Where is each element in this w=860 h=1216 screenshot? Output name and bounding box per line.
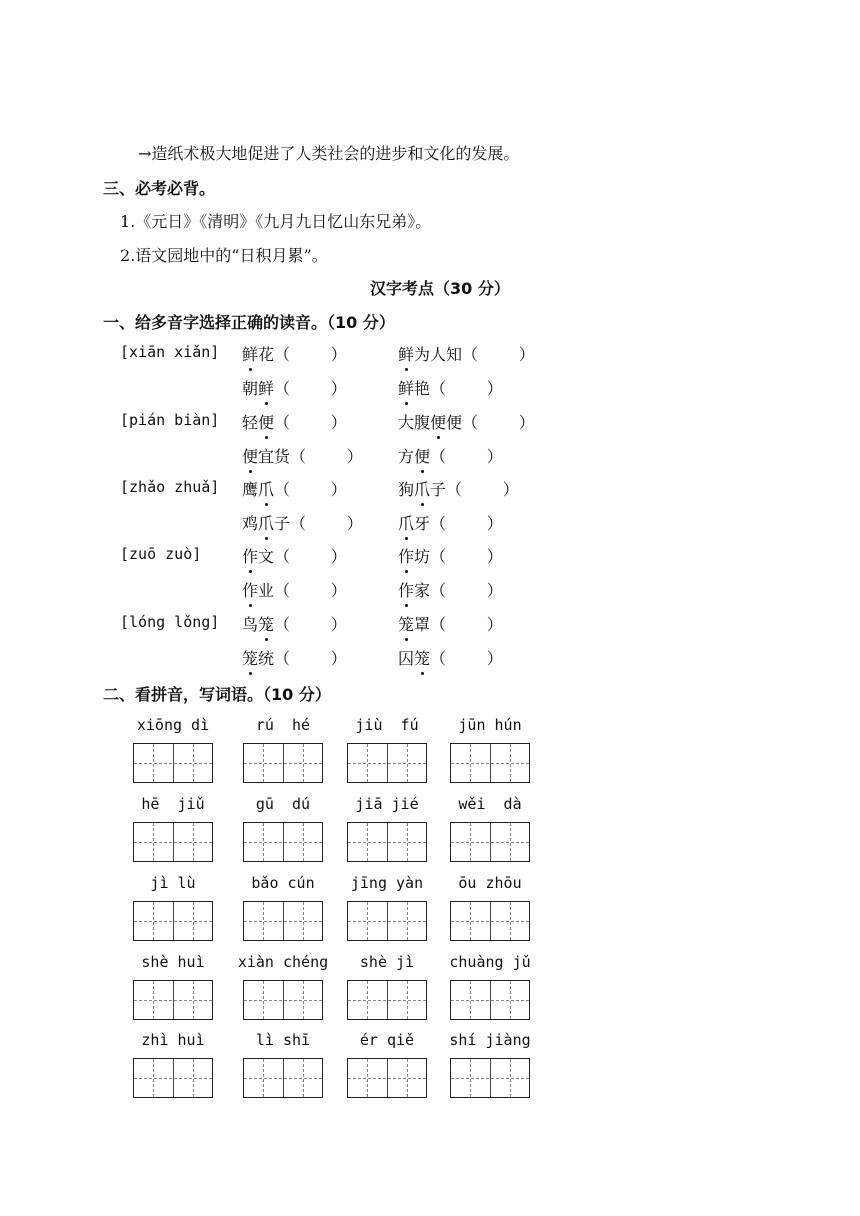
pinyin-label: xiàn chéng — [237, 953, 329, 971]
word-suffix: 子 — [430, 480, 447, 499]
polyphone-word — [398, 376, 503, 399]
reading-options: [lóng lǒng] — [120, 613, 220, 631]
dotted-polyphone-char: 笼 — [414, 646, 430, 669]
answer-blank[interactable]: （ ） — [430, 649, 503, 668]
dotted-polyphone-char: 作 — [398, 544, 414, 567]
grid-guide-line — [134, 1078, 212, 1079]
pinyin-label: jiù fú — [355, 716, 419, 734]
writing-grid[interactable] — [347, 980, 427, 1020]
word-suffix: 坊 — [414, 547, 431, 566]
reading-options: [zuō zuò] — [120, 545, 202, 563]
polyphone-word — [398, 511, 503, 534]
writing-grid[interactable] — [450, 822, 530, 862]
dotted-polyphone-char: 爪 — [258, 477, 274, 500]
answer-blank[interactable]: （ ） — [430, 379, 503, 398]
grid-guide-line — [348, 842, 426, 843]
pinyin-label: ér qiě — [359, 1031, 415, 1049]
grid-guide-line — [134, 842, 212, 843]
writing-grid[interactable] — [243, 743, 323, 783]
reading-options: [xiān xiǎn] — [120, 343, 220, 361]
answer-blank[interactable]: （ ） — [430, 581, 503, 600]
answer-blank[interactable]: （ ） — [430, 615, 503, 634]
answer-blank[interactable]: （ ） — [274, 413, 347, 432]
pinyin-label: shí jiàng — [449, 1031, 531, 1049]
dotted-polyphone-char: 爪 — [414, 477, 430, 500]
writing-grid[interactable] — [347, 822, 427, 862]
dotted-polyphone-char: 笼 — [398, 612, 414, 635]
reading-options: [zhǎo zhuǎ] — [120, 478, 220, 496]
part2-title: 二、看拼音，写词语。（10 分） — [103, 685, 331, 704]
answer-blank[interactable]: （ ） — [430, 447, 503, 466]
polyphone-word — [398, 646, 503, 669]
word-suffix: 宜货 — [258, 447, 291, 466]
answer-blank[interactable]: （ ） — [290, 514, 363, 533]
hanzi-section-title: 汉字考点（30 分） — [370, 279, 510, 298]
dotted-polyphone-char: 作 — [242, 578, 258, 601]
dotted-polyphone-char: 笼 — [258, 612, 274, 635]
writing-grid[interactable] — [450, 1058, 530, 1098]
dotted-polyphone-char: 鲜 — [258, 376, 274, 399]
writing-grid[interactable] — [133, 743, 213, 783]
pinyin-label: gū dú — [255, 795, 311, 813]
pinyin-label: rú hé — [255, 716, 311, 734]
grid-guide-line — [451, 842, 529, 843]
polyphone-word — [242, 376, 347, 399]
writing-grid[interactable] — [347, 901, 427, 941]
word-prefix: 轻 — [242, 413, 259, 432]
word-suffix: 艳 — [414, 379, 431, 398]
writing-grid[interactable] — [243, 980, 323, 1020]
word-suffix: 牙 — [414, 514, 431, 533]
word-suffix: 统 — [258, 649, 275, 668]
pinyin-label: bǎo cún — [251, 874, 315, 892]
grid-guide-line — [134, 763, 212, 764]
pinyin-label: hē jiǔ — [141, 795, 205, 813]
answer-blank[interactable]: （ ） — [274, 345, 347, 364]
writing-grid[interactable] — [133, 980, 213, 1020]
dotted-polyphone-char: 笼 — [242, 646, 258, 669]
grid-guide-line — [134, 921, 212, 922]
dotted-polyphone-char: 鲜 — [398, 376, 414, 399]
word-prefix: 狗 — [398, 480, 415, 499]
pinyin-label: jì lù — [150, 874, 196, 892]
word-suffix: 业 — [258, 581, 275, 600]
word-suffix: 子 — [274, 514, 291, 533]
grid-guide-line — [348, 763, 426, 764]
pinyin-label: shè huì — [141, 953, 205, 971]
writing-grid[interactable] — [243, 822, 323, 862]
polyphone-word — [242, 511, 363, 534]
grid-guide-line — [348, 1000, 426, 1001]
polyphone-word — [242, 646, 347, 669]
polyphone-word — [398, 578, 503, 601]
grid-guide-line — [451, 921, 529, 922]
dotted-polyphone-char: 爪 — [398, 511, 414, 534]
word-suffix: 家 — [414, 581, 431, 600]
pinyin-label: jīng yàn — [350, 874, 424, 892]
word-prefix: 鸟 — [242, 615, 259, 634]
must-recite-item-2: 2.语文园地中的“日积月累”。 — [120, 246, 328, 265]
answer-blank[interactable]: （ ） — [462, 413, 535, 432]
word-prefix: 鸡 — [242, 514, 259, 533]
polyphone-word — [398, 410, 535, 433]
grid-guide-line — [244, 763, 322, 764]
word-suffix: 文 — [258, 547, 275, 566]
word-suffix: 为人知 — [414, 345, 463, 364]
grid-guide-line — [244, 1000, 322, 1001]
answer-blank[interactable]: （ ） — [446, 480, 519, 499]
word-suffix: 便 — [446, 413, 463, 432]
answer-blank[interactable]: （ ） — [430, 547, 503, 566]
answer-blank[interactable]: （ ） — [274, 615, 347, 634]
dotted-polyphone-char: 鲜 — [242, 342, 258, 365]
writing-grid[interactable] — [347, 1058, 427, 1098]
answer-blank[interactable]: （ ） — [274, 547, 347, 566]
answer-blank[interactable]: （ ） — [274, 649, 347, 668]
pinyin-label: jiā jié — [355, 795, 419, 813]
section3-title: 三、必考必背。 — [103, 179, 216, 198]
dotted-polyphone-char: 便 — [430, 410, 446, 433]
pinyin-label: wěi dà — [458, 795, 522, 813]
answer-blank[interactable]: （ ） — [462, 345, 535, 364]
grid-guide-line — [348, 1078, 426, 1079]
pinyin-label: xiōng dì — [136, 716, 210, 734]
polyphone-word — [242, 342, 347, 365]
grid-guide-line — [244, 921, 322, 922]
polyphone-word — [398, 544, 503, 567]
word-prefix: 方 — [398, 447, 415, 466]
writing-grid[interactable] — [133, 1058, 213, 1098]
arrow-sentence: →造纸术极大地促进了人类社会的进步和文化的发展。 — [138, 144, 520, 163]
word-suffix: 罩 — [414, 615, 431, 634]
word-prefix: 大腹 — [398, 413, 431, 432]
answer-blank[interactable]: （ ） — [274, 581, 347, 600]
answer-blank[interactable]: （ ） — [430, 514, 503, 533]
dotted-polyphone-char: 鲜 — [398, 342, 414, 365]
must-recite-item-1: 1.《元日》《清明》《九月九日忆山东兄弟》。 — [120, 212, 432, 231]
answer-blank[interactable]: （ ） — [274, 379, 347, 398]
writing-grid[interactable] — [133, 822, 213, 862]
word-prefix: 鹰 — [242, 480, 259, 499]
grid-guide-line — [451, 1078, 529, 1079]
writing-grid[interactable] — [243, 901, 323, 941]
polyphone-word — [242, 612, 347, 635]
writing-grid[interactable] — [347, 743, 427, 783]
reading-options: [pián biàn] — [120, 411, 220, 429]
dotted-polyphone-char: 作 — [398, 578, 414, 601]
grid-guide-line — [451, 763, 529, 764]
polyphone-word — [398, 342, 535, 365]
dotted-polyphone-char: 便 — [258, 410, 274, 433]
answer-blank[interactable]: （ ） — [274, 480, 347, 499]
pinyin-label: shè jì — [359, 953, 415, 971]
grid-guide-line — [451, 1000, 529, 1001]
polyphone-word — [242, 544, 347, 567]
writing-grid[interactable] — [133, 901, 213, 941]
part1-title: 一、给多音字选择正确的读音。（10 分） — [103, 313, 395, 332]
polyphone-word — [242, 410, 347, 433]
dotted-polyphone-char: 作 — [242, 544, 258, 567]
pinyin-label: ōu zhōu — [458, 874, 522, 892]
pinyin-label: zhì huì — [141, 1031, 205, 1049]
grid-guide-line — [348, 921, 426, 922]
polyphone-word — [242, 444, 363, 467]
word-prefix: 朝 — [242, 379, 259, 398]
dotted-polyphone-char: 爪 — [258, 511, 274, 534]
polyphone-word — [398, 612, 503, 635]
writing-grid[interactable] — [450, 743, 530, 783]
word-prefix: 囚 — [398, 649, 415, 668]
pinyin-label: lì shī — [255, 1031, 311, 1049]
dotted-polyphone-char: 便 — [242, 444, 258, 467]
writing-grid[interactable] — [450, 980, 530, 1020]
pinyin-label: jūn hún — [458, 716, 522, 734]
answer-blank[interactable]: （ ） — [290, 447, 363, 466]
grid-guide-line — [244, 1078, 322, 1079]
word-suffix: 花 — [258, 345, 275, 364]
writing-grid[interactable] — [450, 901, 530, 941]
pinyin-label: chuàng jǔ — [449, 953, 531, 971]
grid-guide-line — [134, 1000, 212, 1001]
polyphone-word — [242, 477, 347, 500]
grid-guide-line — [244, 842, 322, 843]
polyphone-word — [398, 477, 519, 500]
polyphone-word — [398, 444, 503, 467]
polyphone-word — [242, 578, 347, 601]
writing-grid[interactable] — [243, 1058, 323, 1098]
dotted-polyphone-char: 便 — [414, 444, 430, 467]
